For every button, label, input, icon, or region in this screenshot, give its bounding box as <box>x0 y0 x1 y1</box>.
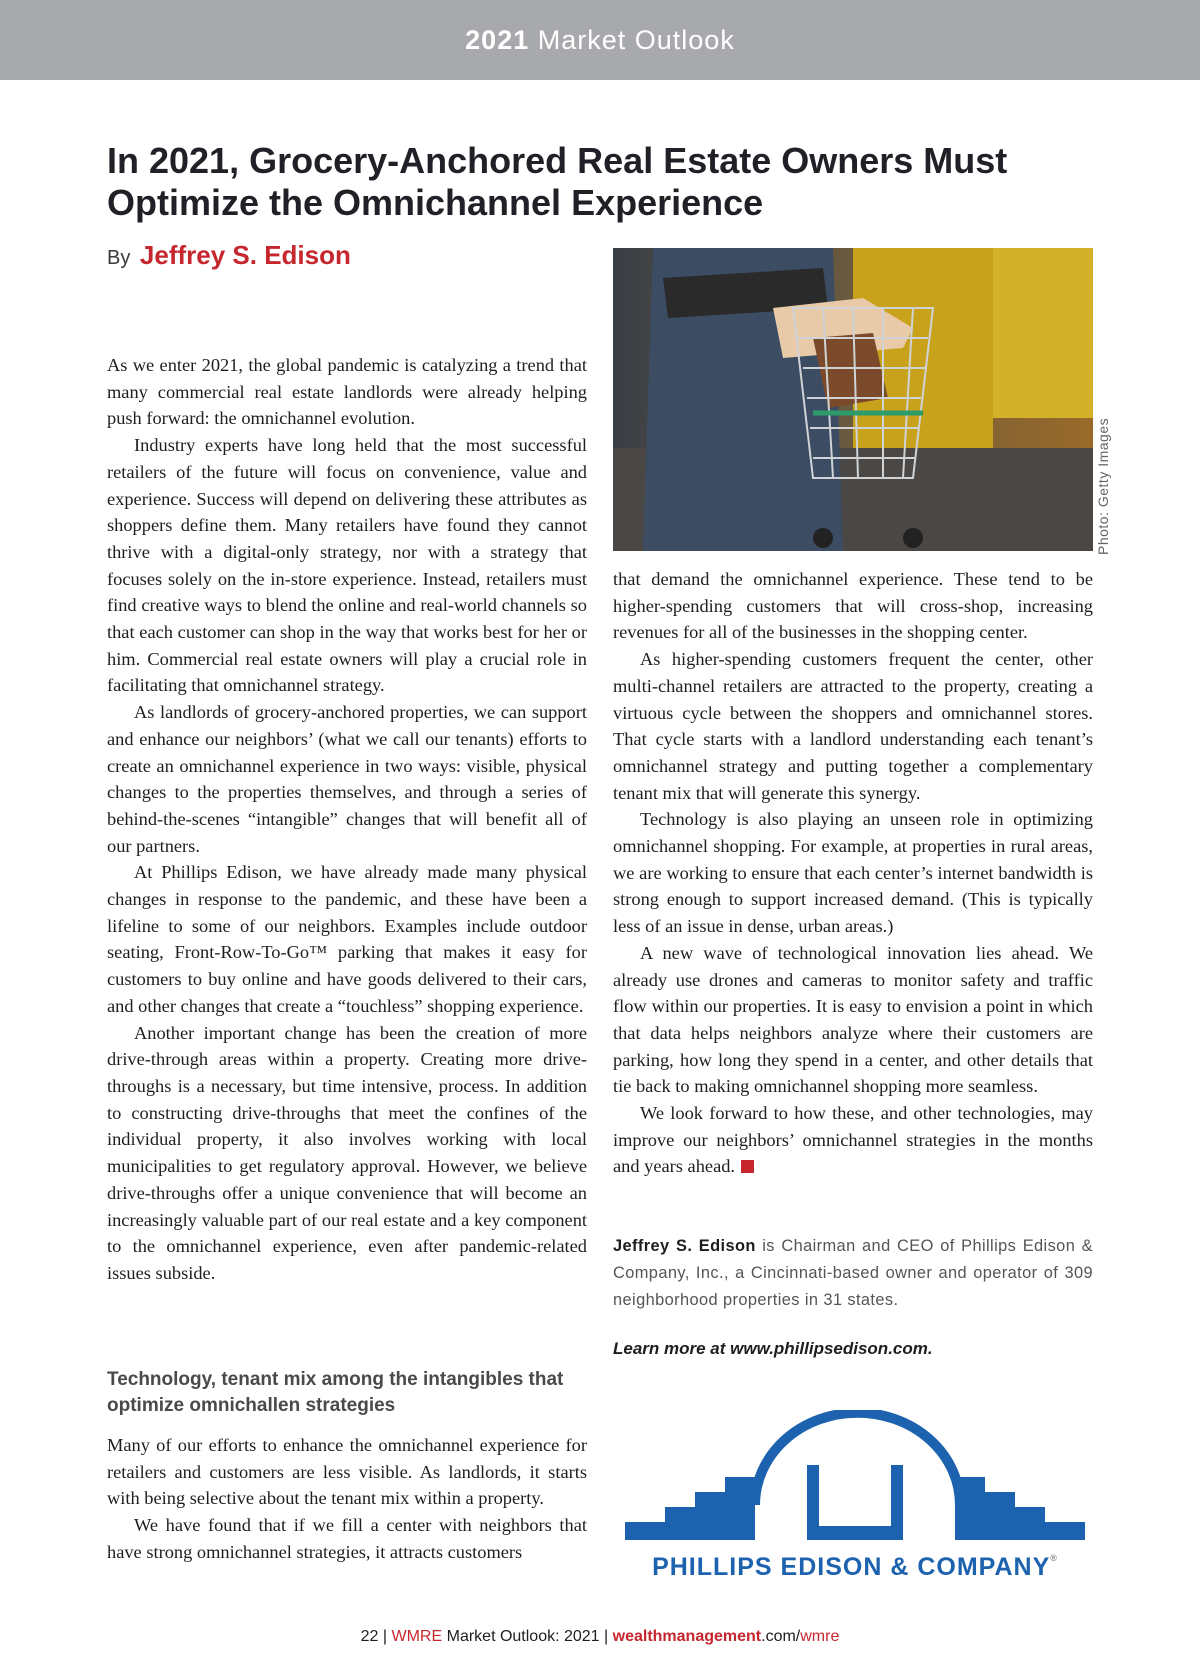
paragraph: As we enter 2021, the global pandemic is catalyzing a trend that many commercial real estate landlords were already helping push forward: the omnichannel evolution. <box>107 355 587 429</box>
photo-credit: Photo: Getty Images <box>1095 417 1111 555</box>
footer-separator: | <box>604 1628 609 1645</box>
page-footer <box>0 1628 1200 1646</box>
paragraph: A new wave of technological innovation lies ahead. We already use drones and cameras to monitor safety and traffic flow within our properties. It is easy to envision a point in which that data helps neighbors analyze where their customers are parking, how long they spend in a center, and other details that tie back to making omnichannel shopping more seamless. <box>613 942 1093 1097</box>
banner-year: 2021 <box>465 25 530 55</box>
shopping-cart-photo <box>613 248 1093 551</box>
paragraph: Technology is also playing an unseen role in optimizing omnichannel shopping. For example, at properties in rural areas, we are working to ensure that each center’s internet bandwidth is strong enough to support increased demand. (This is typically less of an issue in dense, urban areas.) <box>613 809 1093 937</box>
site-part: wealthmanagement <box>612 1628 762 1645</box>
bio-text: is Chairman and CEO of Phillips Edison & Company, Inc., a Cincinnati-based owner and operator of 309 neighborhood properties in 31 states. <box>613 1237 1094 1309</box>
paragraph: that demand the omnichannel experience. These tend to be higher-spending customers that will cross-shop, increasing revenues for all of the businesses in the shopping center. <box>613 569 1093 643</box>
article-column-1-continued <box>107 1432 587 1566</box>
site-part: wmre <box>800 1628 840 1645</box>
end-mark-icon <box>741 1160 754 1173</box>
article-column-2 <box>613 566 1093 1180</box>
footer-publication: Market Outlook: 2021 <box>446 1628 600 1645</box>
final-paragraph <box>613 1100 1093 1180</box>
company-logo-text <box>625 1553 1085 1582</box>
registered-mark: ® <box>1050 1553 1058 1563</box>
paragraph: We have found that if we fill a center with neighbors that have strong omnichannel strategies, it attracts customers <box>107 1515 587 1562</box>
paragraph-text: We look forward to how these, and other technologies, may improve our neighbors’ omnichannel strategies in the months and years ahead. <box>613 1103 1093 1177</box>
bio-name: Jeffrey S. Edison <box>613 1237 756 1255</box>
section-banner <box>0 0 1200 80</box>
byline-author: Jeffrey S. Edison <box>139 240 351 270</box>
byline <box>107 240 351 271</box>
paragraph: Many of our efforts to enhance the omnichannel experience for retailers and customers are less visible. As landlords, it starts with being selective about the tenant mix within a property. <box>107 1435 587 1509</box>
paragraph: As landlords of grocery-anchored properties, we can support and enhance our neighbors’ (what we call our tenants) efforts to create an omnichannel experience in two ways: visible, physical changes to the properties themselves, and through a series of behind-the-scenes “intangible” changes that will benefit all of our partners. <box>107 702 587 856</box>
article-headline: In 2021, Grocery-Anchored Real Estate Owners Must Optimize the Omnichannel Experience <box>107 140 1008 223</box>
author-bio <box>613 1233 1093 1314</box>
paragraph: Another important change has been the creation of more drive-through areas within a property. Creating more drive-throughs is a necessary, but time intensive, process. In addition to constructing drive-throughs that meet the confines of the individual property, it also involves working with local municipalities to get regulatory approval. However, we believe drive-throughs offer a unique convenience that will become an increasingly valuable part of our real estate and a key component to the omnichannel experience, even after pandemic-related issues subside. <box>107 1022 587 1283</box>
banner-label: Market Outlook <box>537 25 735 55</box>
paragraph: As higher-spending customers frequent the center, other multi-channel retailers are attracted to the property, creating a virtuous cycle between the shoppers and omnichannel stores. That cycle starts with a landlord understanding each tenant’s omnichannel strategy and putting together a complementary tenant mix that will generate this synergy. <box>613 649 1093 803</box>
photo-illustration <box>613 248 1093 551</box>
byline-prefix: By <box>107 247 131 269</box>
footer-website[interactable] <box>613 1628 840 1645</box>
site-part: .com/ <box>761 1628 801 1645</box>
paragraph: Industry experts have long held that the most successful retailers of the future will focus on convenience, value and experience. Success will depend on delivering these attributes as shoppers define them. Many retailers have found they cannot thrive with a digital-only strategy, nor with a strategy that focuses solely on the in-store experience. Instead, retailers must find creative ways to blend the online and real-world channels so that each customer can shop in the way that works best for her or him. Commercial real estate owners will play a crucial role in facilitating that omnichannel strategy. <box>107 435 587 696</box>
section-subhead: Technology, tenant mix among the intangibles that optimize omnichallen strategies <box>107 1369 564 1416</box>
company-name: PHILLIPS EDISON & COMPANY <box>652 1553 1051 1581</box>
paragraph: At Phillips Edison, we have already made many physical changes in response to the pandemic, and these have been a lifeline to some of our neighbors. Examples include outdoor seating, Front-Row-To-Go™ parking that makes it easy for customers to buy online and have goods delivered to their cars, and other changes that create a “touchless” shopping experience. <box>107 862 587 1016</box>
page-number: 22 <box>360 1628 379 1645</box>
learn-more-link[interactable]: Learn more at www.phillipsedison.com. <box>613 1339 933 1358</box>
footer-brand: WMRE <box>391 1628 443 1645</box>
article-column-1 <box>107 352 587 1287</box>
footer-separator: | <box>382 1628 388 1645</box>
